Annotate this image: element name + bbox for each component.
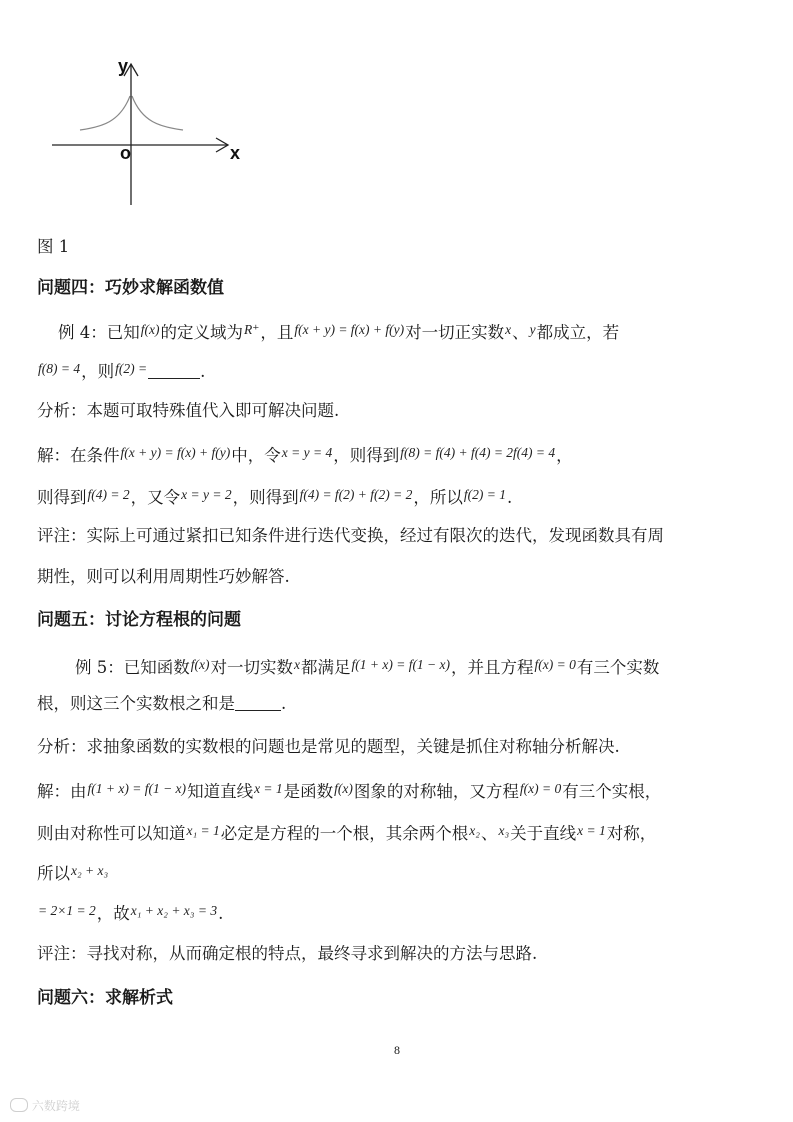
problem-5-solution-line-2: 则由对称性可以知道x₁ = 1必定是方程的一个根，其余两个根x₂、x₃关于直线x = 1对称，	[37, 820, 656, 845]
x-axis-label: x	[230, 143, 241, 163]
math-expression: f(x) = 0	[519, 781, 562, 796]
math-expression: x₁ + x₂ + x₃ = 3	[130, 903, 218, 918]
math-expression: x = y = 4	[281, 445, 333, 460]
math-expression: f(1 + x) = f(1 − x)	[351, 657, 451, 672]
math-expression: f(x)	[190, 657, 210, 672]
example-4-line-1: 例 4：已知f(x)的定义域为R⁺，且f(x + y) = f(x) + f(y)对一切正实数x、y都成立，若	[58, 319, 619, 344]
figure-caption: 图 1	[37, 237, 70, 256]
answer-blank	[148, 362, 200, 379]
math-expression: f(x)	[334, 781, 353, 796]
problem-5-solution-line-1: 解：由f(1 + x) = f(1 − x)知道直线x = 1是函数f(x)图象的对称轴，又方程f(x) = 0有三个实根，	[37, 778, 661, 803]
watermark-logo-icon	[10, 1098, 28, 1112]
problem-5-analysis: 分析：求抽象函数的实数根的问题也是常见的题型，关键是抓住对称轴分析解决.	[37, 737, 620, 756]
math-expression: x	[505, 322, 512, 337]
figure-1-graph	[40, 50, 260, 215]
math-expression: f(8) = 4	[38, 361, 81, 376]
math-expression: f(x + y) = f(x) + f(y)	[120, 445, 231, 460]
math-expression: f(2) =	[115, 361, 148, 376]
math-expression: f(4) = 2	[87, 487, 130, 502]
math-expression: y	[529, 322, 536, 337]
y-axis-label: y	[118, 56, 129, 76]
problem-4-solution-line-1: 解：在条件f(x + y) = f(x) + f(y)中，令x = y = 4，则得到f(8) = f(4) + f(4) = 2f(4) = 4，	[37, 442, 573, 467]
math-expression: x₂ + x₃	[71, 863, 109, 878]
problem-4-comment-line-1: 评注：实际上可通过紧扣已知条件进行迭代变换，经过有限次的迭代，发现函数具有周	[37, 526, 664, 545]
math-expression: x₂	[469, 823, 480, 838]
math-expression: f(x + y) = f(x) + f(y)	[294, 322, 405, 337]
problem-6-heading: 问题六：求解析式	[37, 988, 173, 1008]
page-number: 8	[394, 1043, 400, 1057]
answer-blank	[235, 694, 281, 711]
math-expression: x₁ = 1	[186, 823, 220, 838]
watermark: 六数跨境	[10, 1097, 80, 1114]
function-curve-right	[132, 96, 183, 130]
problem-4-heading: 问题四：巧妙求解函数值	[37, 278, 224, 298]
math-expression: f(x)	[140, 322, 160, 337]
math-expression: f(x) = 0	[534, 657, 576, 672]
problem-4-analysis: 分析：本题可取特殊值代入即可解决问题.	[37, 401, 340, 420]
example-4-line-2: f(8) = 4，则f(2) = .	[37, 358, 205, 383]
problem-5-heading: 问题五：讨论方程根的问题	[37, 610, 241, 630]
math-expression: f(1 + x) = f(1 − x)	[87, 781, 187, 796]
example-5-line-1: 例 5：已知函数f(x)对一切实数x都满足f(1 + x) = f(1 − x)，并且方程f(x) = 0有三个实数	[75, 654, 659, 679]
problem-4-comment-line-2: 期性，则可以利用周期性巧妙解答.	[37, 567, 290, 586]
math-expression: x = y = 2	[181, 487, 232, 502]
math-expression: x	[293, 657, 300, 672]
math-expression: f(2) = 1	[463, 487, 506, 502]
problem-5-comment: 评注：寻找对称，从而确定根的特点，最终寻求到解决的方法与思路.	[37, 944, 538, 963]
function-curve-left	[80, 96, 130, 130]
problem-4-solution-line-2: 则得到f(4) = 2，又令x = y = 2，则得到f(4) = f(2) + f(2) = 2，所以f(2) = 1.	[37, 484, 512, 509]
math-expression: f(8) = f(4) + f(4) = 2f(4) = 4	[400, 445, 556, 460]
math-expression: x = 1	[254, 781, 283, 796]
math-expression: x₃	[498, 823, 510, 838]
example-5-line-2: 根，则这三个实数根之和是 .	[37, 694, 287, 713]
math-expression: = 2×1 = 2	[38, 903, 96, 918]
math-expression: f(4) = f(2) + f(2) = 2	[299, 487, 413, 502]
problem-5-solution-line-4: = 2×1 = 2，故x₁ + x₂ + x₃ = 3.	[37, 900, 223, 925]
math-expression: R⁺	[243, 322, 260, 337]
math-expression: x = 1	[577, 823, 606, 838]
origin-label: o	[120, 143, 131, 163]
problem-5-solution-line-3: 所以x₂ + x₃	[37, 860, 109, 885]
